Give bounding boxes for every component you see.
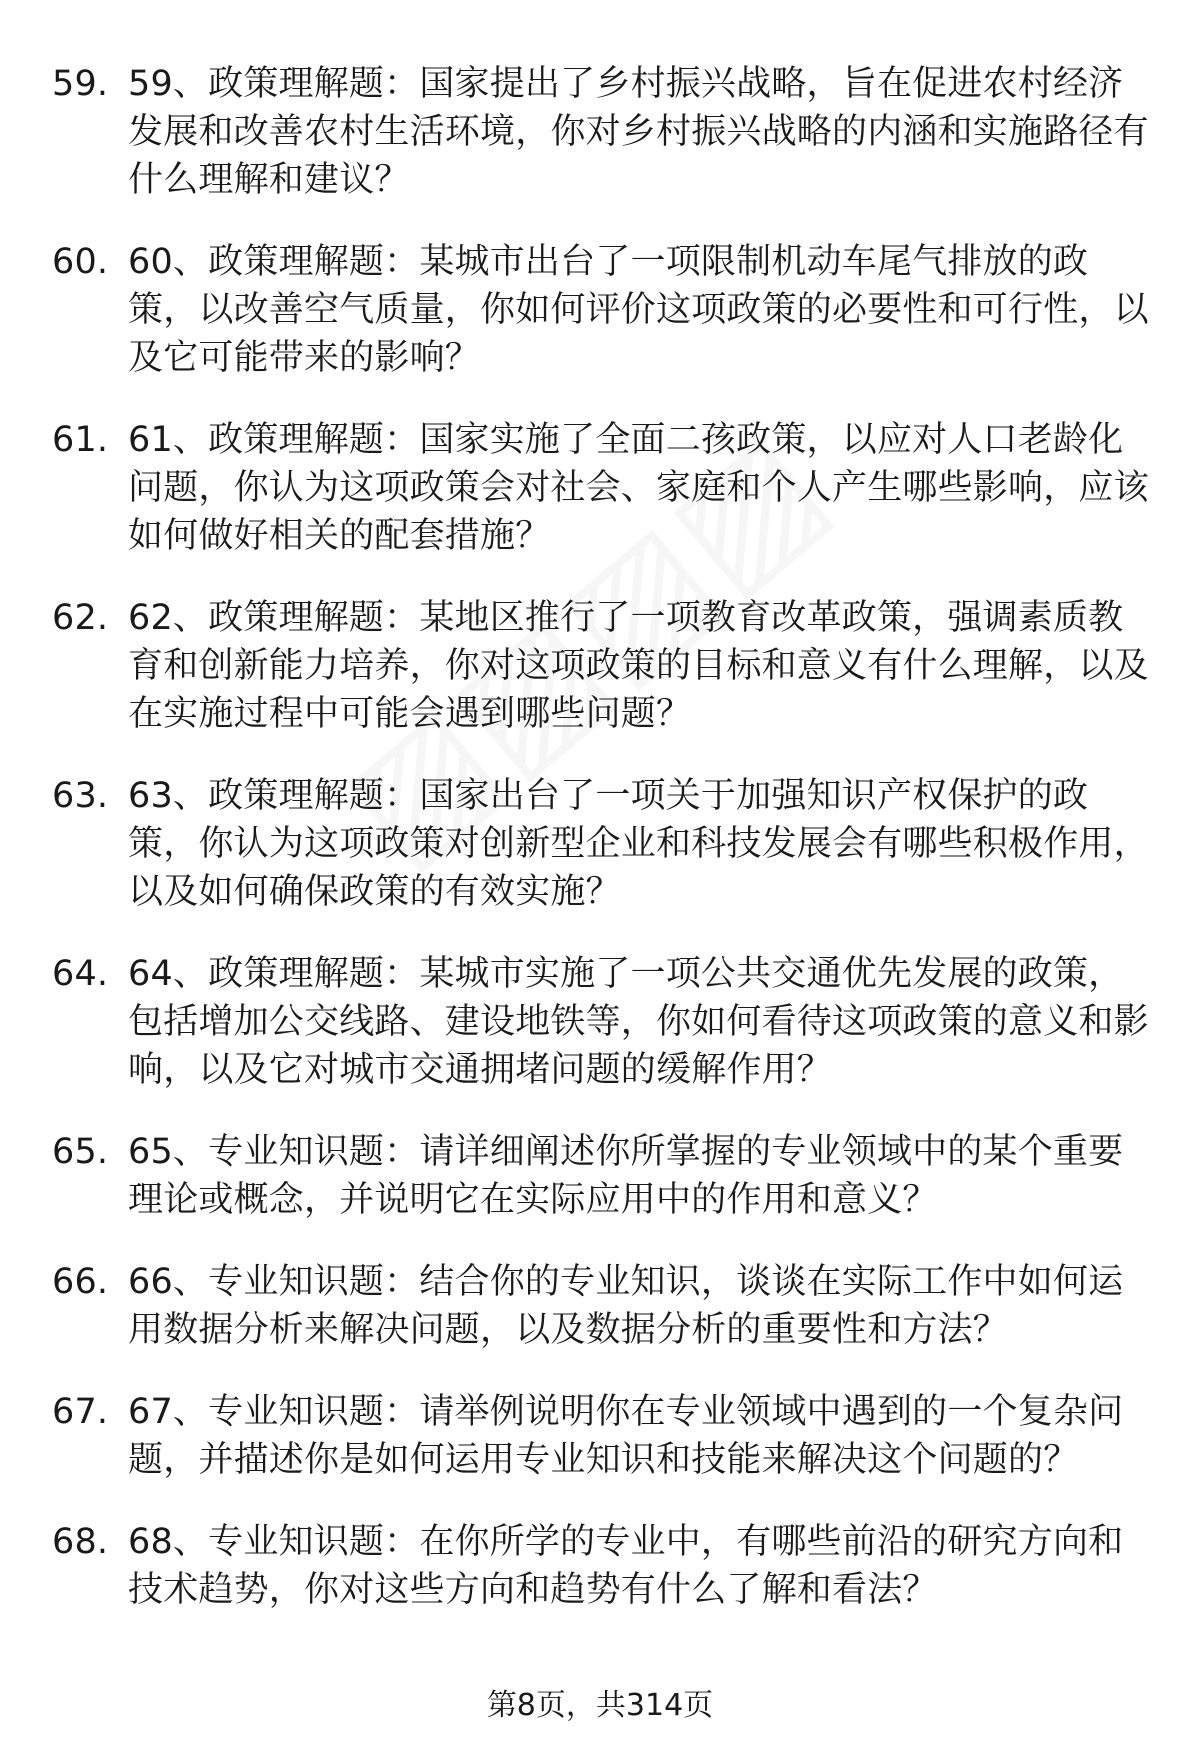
- question-text: 60、政策理解题：某城市出台了一项限制机动车尾气排放的政策，以改善空气质量，你如何评价这项政策的必要性和可行性，以及它可能带来的影响？: [128, 242, 1149, 378]
- question-text: 62、政策理解题：某地区推行了一项教育改革政策，强调素质教育和创新能力培养，你对这项政策的目标和意义有什么理解，以及在实施过程中可能会遇到哪些问题？: [128, 598, 1149, 734]
- question-text: 59、政策理解题：国家提出了乡村振兴战略，旨在促进农村经济发展和改善农村生活环境，你对乡村振兴战略的内涵和实施路径有什么理解和建议？: [128, 64, 1149, 200]
- question-item-62: [52, 594, 1152, 738]
- question-number: 66.: [52, 1262, 109, 1302]
- question-text: 63、政策理解题：国家出台了一项关于加强知识产权保护的政策，你认为这项政策对创新型企业和科技发展会有哪些积极作用，以及如何确保政策的有效实施？: [128, 776, 1149, 912]
- question-text: 61、政策理解题：国家实施了全面二孩政策，以应对人口老龄化问题，你认为这项政策会对社会、家庭和个人产生哪些影响，应该如何做好相关的配套措施？: [128, 420, 1149, 556]
- question-number: 64.: [52, 954, 109, 994]
- question-item-65: [52, 1128, 1152, 1224]
- page-footer: 第8页，共314页: [486, 1688, 714, 1723]
- question-text: 65、专业知识题：请详细阐述你所掌握的专业领域中的某个重要理论或概念，并说明它在实际应用中的作用和意义？: [128, 1132, 1124, 1220]
- question-item-63: [52, 772, 1152, 916]
- question-item-60: [52, 238, 1152, 382]
- question-number: 68.: [52, 1522, 109, 1562]
- question-text: 64、政策理解题：某城市实施了一项公共交通优先发展的政策，包括增加公交线路、建设地铁等，你如何看待这项政策的意义和影响，以及它对城市交通拥堵问题的缓解作用？: [128, 954, 1149, 1090]
- question-text: 66、专业知识题：结合你的专业知识，谈谈在实际工作中如何运用数据分析来解决问题，以及数据分析的重要性和方法？: [128, 1262, 1124, 1350]
- question-item-68: [52, 1518, 1152, 1614]
- question-item-64: [52, 950, 1152, 1094]
- question-number: 59.: [52, 64, 109, 104]
- question-number: 63.: [52, 776, 109, 816]
- question-list: [52, 60, 1152, 1648]
- question-item-59: [52, 60, 1152, 204]
- question-text: 67、专业知识题：请举例说明你在专业领域中遇到的一个复杂问题，并描述你是如何运用专业知识和技能来解决这个问题的？: [128, 1392, 1124, 1480]
- question-text: 68、专业知识题：在你所学的专业中，有哪些前沿的研究方向和技术趋势，你对这些方向和趋势有什么了解和看法？: [128, 1522, 1124, 1610]
- question-item-61: [52, 416, 1152, 560]
- question-number: 67.: [52, 1392, 109, 1432]
- question-number: 61.: [52, 420, 109, 460]
- question-number: 62.: [52, 598, 109, 638]
- question-item-67: [52, 1388, 1152, 1484]
- question-item-66: [52, 1258, 1152, 1354]
- question-number: 60.: [52, 242, 109, 282]
- question-number: 65.: [52, 1132, 109, 1172]
